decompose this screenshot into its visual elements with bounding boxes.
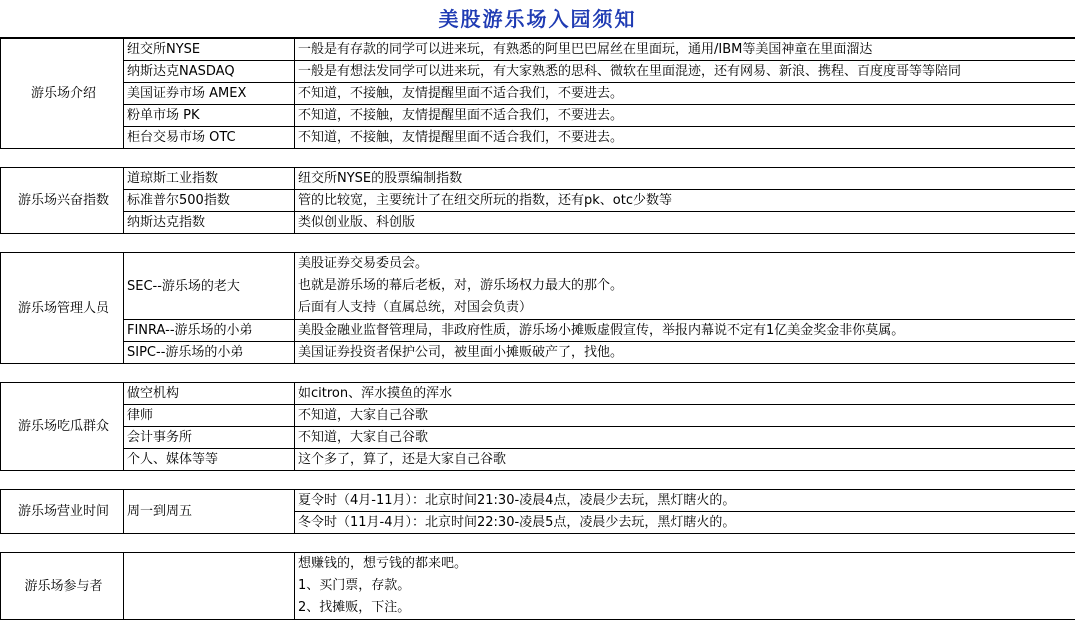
category-participants: 游乐场参与者 [1, 553, 124, 620]
spacer-row [1, 534, 1075, 553]
onlooker-description: 不知道，大家自己谷歌 [295, 405, 1075, 427]
onlooker-name: 会计事务所 [124, 427, 295, 449]
table-row [1, 320, 1075, 342]
description-line: 2、找摊贩，下注。 [298, 600, 411, 615]
market-description: 不知道，不接触，友情提醒里面不适合我们，不要进去。 [295, 105, 1075, 127]
spacer-row [1, 471, 1075, 490]
category-onlookers: 游乐场吃瓜群众 [1, 383, 124, 471]
index-name: 纳斯达克指数 [124, 212, 295, 234]
participants-blank [124, 553, 295, 620]
index-name: 标准普尔500指数 [124, 190, 295, 212]
table-row [1, 105, 1075, 127]
index-description: 纽交所NYSE的股票编制指数 [295, 168, 1075, 190]
table-row [1, 212, 1075, 234]
table-row [1, 383, 1075, 405]
index-description: 类似创业版、科创版 [295, 212, 1075, 234]
onlooker-name: 个人、媒体等等 [124, 449, 295, 471]
regulator-description: 美股金融业监督管理局，非政府性质，游乐场小摊贩虚假宣传，举报内幕说不定有1亿美金奖金非你莫属。 [295, 320, 1075, 342]
table-row [1, 39, 1075, 61]
table-row [1, 168, 1075, 190]
regulator-description: 美国证券投资者保护公司，被里面小摊贩破产了，找他。 [295, 342, 1075, 364]
table-row [1, 342, 1075, 364]
market-description: 不知道，不接触，友情提醒里面不适合我们，不要进去。 [295, 127, 1075, 149]
winter-hours: 冬令时（11月-4月）：北京时间22:30-凌晨5点，凌晨少去玩，黑灯瞎火的。 [295, 512, 1075, 534]
regulator-name: SIPC--游乐场的小弟 [124, 342, 295, 364]
spacer-row [1, 149, 1075, 168]
market-description: 一般是有存款的同学可以进来玩，有熟悉的阿里巴巴屌丝在里面玩，通用/IBM等美国神童在里面溜达 [295, 39, 1075, 61]
table-row [1, 405, 1075, 427]
description-line: 1、买门票，存款。 [298, 578, 411, 593]
onlooker-description: 如citron、浑水摸鱼的浑水 [295, 383, 1075, 405]
table-row [1, 553, 1075, 620]
table-row [1, 61, 1075, 83]
table-row [1, 253, 1075, 320]
market-name: 美国证券市场 AMEX [124, 83, 295, 105]
info-table [0, 38, 1075, 620]
market-name: 柜台交易市场 OTC [124, 127, 295, 149]
category-hours: 游乐场营业时间 [1, 490, 124, 534]
category-managers: 游乐场管理人员 [1, 253, 124, 364]
table-row [1, 190, 1075, 212]
description-line: 美股证券交易委员会。 [298, 256, 429, 271]
market-name: 纽交所NYSE [124, 39, 295, 61]
description-line: 也就是游乐场的幕后老板，对，游乐场权力最大的那个。 [298, 278, 624, 293]
market-description: 一般是有想法发同学可以进来玩，有大家熟悉的思科、微软在里面混迹，还有网易、新浪、携程、百度度哥等等陪同 [295, 61, 1075, 83]
onlooker-description: 不知道，大家自己谷歌 [295, 427, 1075, 449]
participants-description [295, 553, 1075, 620]
category-indices: 游乐场兴奋指数 [1, 168, 124, 234]
page-title: 美股游乐场入园须知 [438, 7, 637, 31]
index-description: 管的比较宽，主要统计了在纽交所玩的指数，还有pk、otc少数等 [295, 190, 1075, 212]
spacer-row [1, 364, 1075, 383]
table-row [1, 427, 1075, 449]
table-row [1, 490, 1075, 512]
regulator-description [295, 253, 1075, 320]
description-line: 想赚钱的，想亏钱的都来吧。 [298, 556, 468, 571]
category-intro: 游乐场介绍 [1, 39, 124, 149]
summer-hours: 夏令时（4月-11月）：北京时间21:30-凌晨4点，凌晨少去玩，黑灯瞎火的。 [295, 490, 1075, 512]
market-description: 不知道，不接触，友情提醒里面不适合我们，不要进去。 [295, 83, 1075, 105]
market-name: 粉单市场 PK [124, 105, 295, 127]
table-row [1, 449, 1075, 471]
onlooker-description: 这个多了，算了，还是大家自己谷歌 [295, 449, 1075, 471]
table-row [1, 83, 1075, 105]
index-name: 道琼斯工业指数 [124, 168, 295, 190]
trading-days: 周一到周五 [124, 490, 295, 534]
regulator-name: SEC--游乐场的老大 [124, 253, 295, 320]
onlooker-name: 做空机构 [124, 383, 295, 405]
onlooker-name: 律师 [124, 405, 295, 427]
description-line: 后面有人支持（直属总统，对国会负责） [298, 300, 533, 315]
market-name: 纳斯达克NASDAQ [124, 61, 295, 83]
table-row [1, 127, 1075, 149]
regulator-name: FINRA--游乐场的小弟 [124, 320, 295, 342]
spacer-row [1, 234, 1075, 253]
